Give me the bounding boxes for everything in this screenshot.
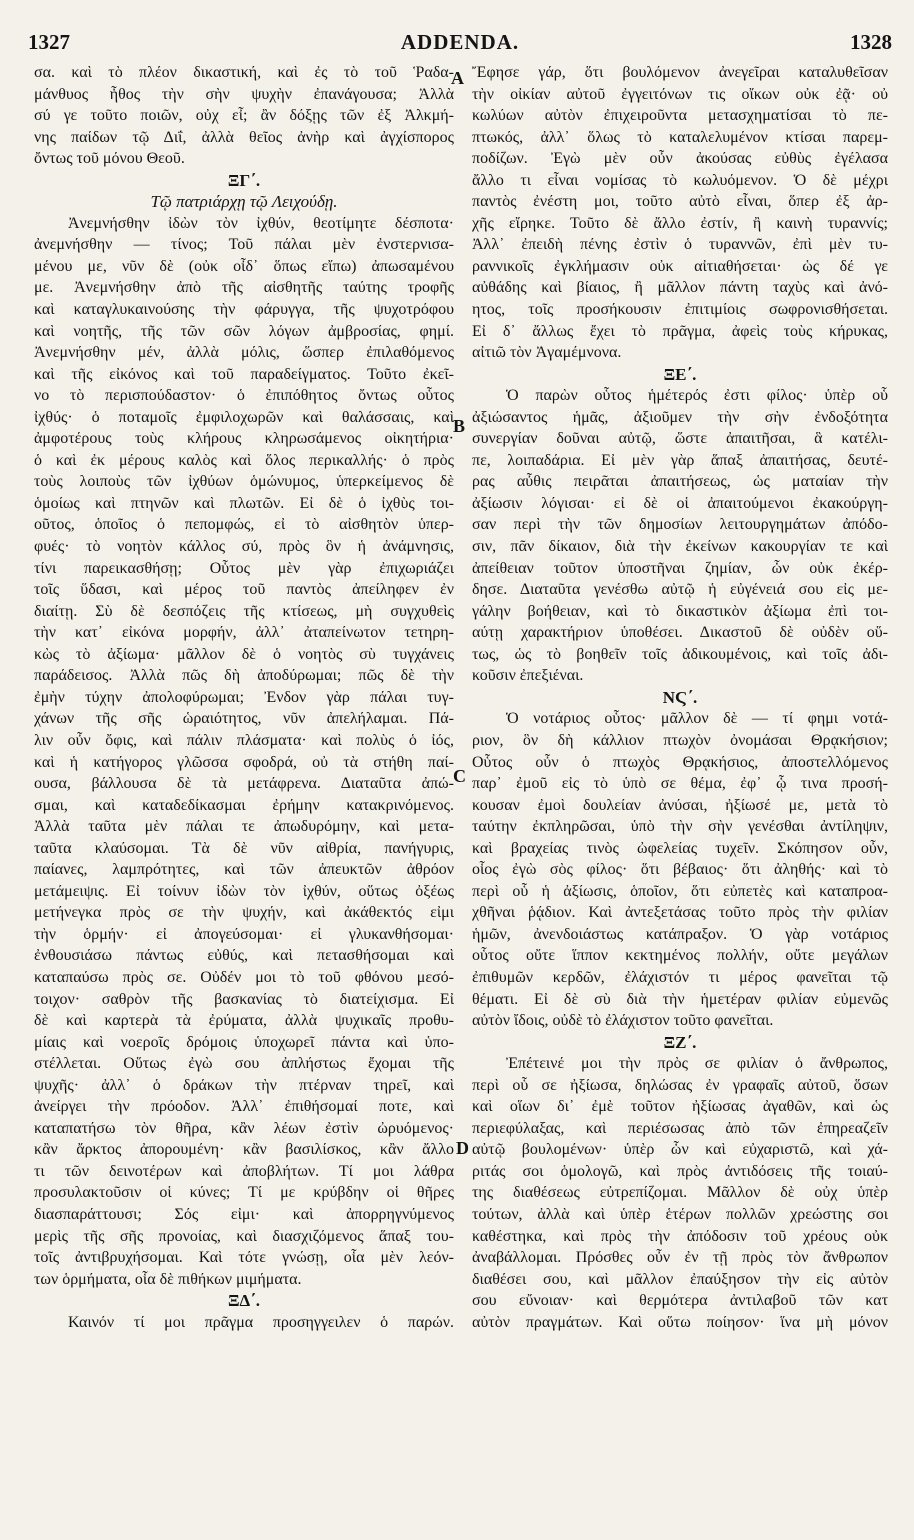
right-column-line: Ἐπέτεινέ μοι τὴν πρὸς σε φιλίαν ὁ ἄνθρωπος,: [506, 1055, 888, 1073]
left-column-line: μίαις καὶ νοεροῖς δρόμοις ὑποχωρεῖ πάντα καὶ ὑπο-: [34, 1033, 454, 1051]
right-column-line: ταύτην ἐκπληρῶσαι, ὑπὸ τὴν σὴν γενέσθαι ἀντίληψιν,: [472, 818, 888, 836]
right-column-section-heading: ΞΖ΄.: [663, 1032, 697, 1052]
left-column-line: τὴν ὁρμήν· εἰ ἀπογεύσομαι· εἰ γλυκανθήσομαι·: [34, 925, 454, 943]
left-column-line: τίνι παρεικασθήσῃ; Οὗτος μὲν γὰρ ἐπιχωριάζει: [34, 559, 454, 577]
left-column-line: καταπατήσω τὸν θῆρα, κἂν λέων ἐστὶν ὠρυόμενος·: [34, 1119, 454, 1137]
right-column-line: αὐτὸν ἴδοις, οὐδὲ τὸ ἐλάχιστον τοῦτο φανεῖται.: [472, 1012, 774, 1030]
right-column-line: ἀπείθειαν τοῦτον ὑποστῆναι ζημίαν, ὧν οὐκ ἐκέρ-: [472, 559, 888, 577]
right-column-line: ητος, τοῖς προσήκουσιν ἐπιτιμίοις σωφρονισθήσεται.: [472, 301, 888, 319]
right-column-line: ριον, ὃν δὴ κάλλιον πτωχὸν ὀνομάσαι Θρᾳκήσιον;: [472, 731, 888, 749]
right-column-line: ἀναβάλλομαι. Πρόσθες οὖν ἐν τῇ πρὸς τὸν ἄνθρωπον: [472, 1249, 888, 1267]
right-column-line: χθῆναι ῥᾴδιον. Καὶ ἀντεξετάσας τοῦτο πρὸς τὴν φιλίαν: [472, 904, 888, 922]
right-column-line: Οὗτος οὖν ὁ πτωχὸς Θρᾳκήσιος, ἀποστελλόμενος: [472, 753, 888, 771]
left-column-line: νο τὸ περισπούδαστον· ὁ ἐπιπόθητος ὄντως οὗτος: [34, 387, 454, 405]
right-column-line: διαθέσει σου, καὶ μᾶλλον ἐπαύξησον τὴν εἰς αὐτὸν: [472, 1270, 888, 1288]
right-column-line: αὐτῷ βουλομένων· ὑπὲρ ὧν καὶ εὐχαριστῶ, καὶ χά-: [472, 1141, 888, 1159]
right-column-line: ποδίζων. Ἐγὼ μὲν οὖν ἀκούσας εὐθὺς ἐγέλασα: [472, 150, 888, 168]
left-column-line: σμαι, καὶ καταδεδίκασμαι ἐρήμην κατακρινόμενος.: [34, 796, 454, 814]
page-header: [28, 30, 892, 60]
page-number-left: 1327: [28, 30, 70, 54]
left-column-section-subtitle: Τῷ πατριάρχῃ τῷ Λειχούδῃ.: [150, 192, 338, 212]
right-column-line: ριτάς σοι ὁμολογῶ, καὶ πρὸς ἀντιδόσεις τῆς τοιαύ-: [472, 1162, 888, 1180]
left-column-line: τοῖς ἀντιβρυχήσομαι. Καὶ τότε γνώσῃ, οἷα μὲν λεόν-: [34, 1249, 454, 1267]
left-column-line: μένου με, νῦν δὲ (οὐκ οἶδ᾽ ὅπως εἴπω) ἀπωσαμένου: [34, 257, 454, 275]
right-column-line: συνεργίαν δοῦναι αὐτῷ, ὥστε ἀπαιτῆσαι, ἃ κατέλι-: [472, 430, 888, 448]
left-column-line: ὁμοίως καὶ πτηνῶν καὶ πλωτῶν. Εἰ δὲ ὁ ἰχθὺς τοι-: [34, 494, 454, 512]
left-column-line: ὁ καὶ ἐκ μέρους καλὸς καὶ ὅλος περικαλλής· ὁ πρὸς: [34, 451, 454, 469]
left-column-line: ἀνεμνήσθην — τίνος; Τοῦ πάλαι μὲν ἐνστερνισα-: [34, 236, 454, 254]
left-column-line: νης παίδων τῷ Διΐ, ἀλλὰ θεῖος ἀνὴρ καὶ ἀγχίσπορος: [34, 128, 454, 146]
right-column-line: ἐπιθυμῶν κερδῶν, ἐλάχιστόν τι μέρος φανεῖται τῷ: [472, 968, 888, 986]
right-column-line: γάλην βοήθειαν, καὶ τὸ δικαστικὸν ἀξίωμα ἐπὶ τοι-: [472, 602, 888, 620]
right-column-line: τούτων, ἀλλὰ καὶ ὑπὲρ ἑτέρων πολλῶν χρεώστης σοι: [472, 1205, 888, 1223]
right-column-line: ραννικοῖς ἐγκλήμασιν οὐκ αἰτιαθήσεται· ὡς δέ γε: [472, 257, 888, 275]
left-column-line: καὶ ἡ κατήγορος γλῶσσα σφοδρά, οὐ τὰ στήθη παί-: [34, 753, 454, 771]
left-column-line: χάνων τῆς σῆς ὡραιότητος, νῦν ἀπελήλαμαι. Πά-: [34, 710, 454, 728]
left-column-line: τὴν κατ᾽ εἰκόνα μορφήν, ἀλλ᾽ ἀταπείνωτον τετηρη-: [34, 624, 454, 642]
left-column-line: ἐμὴν τύχην ἀπολοφύρωμαι; Ἐνδον γὰρ πάλαι τυγ-: [34, 688, 454, 706]
right-column-line: ρας αὖθις πειρᾶται ἀπαιτήσεως, ὡς ματαίαν τὴν: [472, 473, 888, 491]
left-column-line: με. Ἀνεμνήσθην ἀπὸ τῆς αἰσθητῆς ταύτης τροφῆς: [34, 279, 454, 297]
left-column-line: καταπαύσω πρὸς σε. Οὐδέν μοι τὸ τοῦ φθόνου μεσό-: [34, 968, 454, 986]
right-column-line: ἀξιώσαντος ἡμᾶς, ἀξιοῦμεν τὴν σὴν ἐνδοξότητα: [472, 408, 888, 426]
left-column-line: ἀμφοτέρους τοὺς κλήρους κληρωσάμενος οἰκητήρια·: [34, 430, 454, 448]
right-column-line: περὶ οὗ ἡ ἀξίωσις, ὁποῖον, ὅτι εὐπετὲς καὶ καταπροα-: [472, 882, 888, 900]
running-title: ADDENDA.: [400, 30, 520, 54]
left-column-line: τοιχον· σαθρὸν τῆς βασκανίας τὸ διατείχισμα. Εἰ: [34, 990, 454, 1008]
left-column-line: διαίτῃ. Σὺ δὲ δεσπόζεις τῆς κτίσεως, μὴ συγχυθεὶς: [34, 602, 454, 620]
left-column-line: καὶ τῆς εἰκόνος καὶ τοῦ παραδείγματος. Τοῦτο ἐκεῖ-: [34, 365, 454, 383]
left-column-line: κἂν ἄρκτος ἀπορουμένη· κἂν βασιλίσκος, κἂν ἄλλο: [34, 1141, 454, 1159]
right-column-line: θέματι. Εἰ δὲ σὺ διὰ τὴν ἡμετέραν φιλίαν εὐμενῶς: [472, 990, 888, 1008]
left-column-line: Ἀνεμνήσθην ἰδὼν τὸν ἰχθύν, θεοτίμητε δέσποτα·: [68, 214, 454, 232]
left-column-line: μερὶς τῆς σῆς προνοίας, καὶ διασχιζόμενος ἅπαξ του-: [34, 1227, 454, 1245]
right-column-line: Ἔφησε γάρ, ὅτι βουλόμενον ἀνεγεῖραι καταλυθεῖσαν: [472, 64, 888, 81]
right-column-line: σαν περὶ τὴν τῶν δημοσίων λειτουργημάτων ἀπόδο-: [472, 516, 888, 534]
right-column: [472, 62, 888, 1480]
left-column-line: μάνθυος ἦθος τὴν σὴν ψυχὴν ἐπανάγουσα; Ἀλλὰ: [34, 85, 454, 103]
right-column-line: αὐτὸν πραγμάτων. Καὶ οὕτω ποίησον· ἵνα μὴ μόνον: [472, 1313, 888, 1331]
margin-mark-d: D: [456, 1138, 469, 1158]
left-column-line: Ἀνεμνήσθην μέν, ἀλλὰ μόλις, ὥσπερ ἐπιλαθόμενος: [34, 344, 454, 362]
right-column-section-heading: ΝϚ΄.: [662, 687, 698, 707]
left-column-line: δὲ καὶ καρτερὰ τὰ ἐρύματα, ἀλλὰ ψυχικαῖς προθυ-: [34, 1012, 454, 1030]
right-column-line: Ἀλλ᾽ ἐπειδὴ πένης ἐστὶν ὁ τυραννῶν, ἐπὶ μὲν τυ-: [472, 236, 888, 254]
right-column-line: πε, λοιπαδάρια. Εἰ μὲν γὰρ ἅπαξ ἀπαιτήσας, δευτέ-: [472, 451, 888, 469]
left-column-line: καὶ καταγλυκαινούσης τὴν φάρυγγα, τῆς ψυχοτρόφου: [34, 301, 454, 319]
left-column-line: καὶ νοητῆς, τῆς τῶν σῶν λόγων ἀμβροσίας, φημί.: [34, 322, 454, 340]
left-column-line: τοῖς ὕδασι, καὶ μέρος τοῦ παντὸς ἀπείληφεν ἐν: [34, 581, 454, 599]
left-column-line: παράδεισος. Ἀλλὰ πῶς δὴ ἀποδύρωμαι; πῶς δὲ τὴν: [34, 667, 454, 685]
left-column-line: μετάμειψις. Εἰ τοίνυν ἰδὼν τὸν ἰχθύν, οὕτως ὀξέως: [34, 882, 454, 900]
right-column-line: Ὁ νοτάριος οὗτος· μᾶλλον δὲ — τί φημι νοτά-: [506, 710, 888, 728]
margin-mark-b: B: [453, 416, 466, 436]
left-column-section-heading: ΞΓ΄.: [227, 170, 261, 190]
right-column-line: παρ᾽ ἐμοῦ εἰς τὸ ὑπὸ σε θέμα, ἐφ᾽ ᾧ τινα προσή-: [472, 775, 888, 793]
left-column-line: παίανες, λαμπρότητες, καὶ τῶν ἀπευκτῶν ἀθρόον: [34, 861, 454, 879]
left-column-line: ψυχῆς· ἀλλ᾽ ὁ δράκων τὴν πτέρναν τηρεῖ, καὶ: [34, 1076, 454, 1094]
left-column-line: σύ γε τοῦτο ποιῶν, οὐχ εἶ; ἂν δόξῃς τῶν ἐξ Ἀλκμή-: [34, 107, 454, 125]
right-column-line: αἰτιῶ τὸν Ἀγαμέμνονα.: [472, 344, 622, 362]
right-column-line: οὗτος οὔτε ἵππον κεκτημένος πολλήν, οὔτε μεγάλων: [472, 947, 888, 965]
left-column-line: ουσα, βάλλουσα δὲ τὰ μετάφρενα. Διαταῦτα ἀπώ-: [34, 775, 454, 793]
right-column-line: αύτῃ χαρακτήριον ὑποθέσει. Δικαστοῦ δὲ οὐδὲν οὕ-: [472, 624, 888, 642]
left-column-line: φυές· τὸ νοητὸν κάλλος σύ, πρὸς ὃν ἡ ἀνάμνησις,: [34, 538, 454, 556]
right-column-line: σιν, πᾶν δίκαιον, διὰ τὴν ἐκείνων κακουργίαν τε καὶ: [472, 538, 888, 556]
left-column-line: κὼς τὸ ἀξίωμα· μᾶλλον δὲ ὁ νοητὸς σὺ τυγχάνεις: [34, 645, 454, 663]
right-column-line: της διαθέσεως εὐτρεπίζομαι. Μᾶλλον δὲ οὐχ ὑπὲρ: [472, 1184, 888, 1202]
left-column-section-heading: ΞΔ΄.: [227, 1291, 261, 1311]
right-column-line: Εἰ δ᾽ ἄλλως ἔχει τὸ πρᾶγμα, ἀφεὶς τοὺς κήρυκας,: [472, 322, 888, 340]
left-column-line: ἐνθουσιάσω πάντως εὐθύς, καὶ πετασθήσομαι καὶ: [34, 947, 454, 965]
left-column-line: ἀνείργει τὴν πρόοδον. Ἀλλ᾽ ἐπιθήσομαί ποτε, καὶ: [34, 1098, 454, 1116]
left-column-line: ὄντως τοῦ μόνου Θεοῦ.: [34, 150, 185, 168]
left-column-line: οῦτος, ὁποῖος ὁ πεπομφώς, εἰ τὸ αἰσθητὸν ὑπερ-: [34, 516, 454, 534]
right-column-line: κουσαν ἐμοὶ δουλείαν ἀνύσαι, ἠξίωσέ με, μετὰ τὸ: [472, 796, 888, 814]
margin-mark-a: A: [451, 68, 464, 88]
left-column-line: ἰχθύς· ὁ ποταμοῖς ἐμφιλοχωρῶν καὶ θαλάσσαις, καὶ: [34, 408, 454, 426]
right-column-line: κοῦσιν ἐπεξιέναι.: [472, 667, 584, 685]
right-column-line: τὴν οἰκίαν αὐτοῦ ἐγγειτόνων τις οἴκων οὐκ ἐᾷ· οὐ: [472, 85, 888, 103]
left-column-line: προσυλακτοῦσιν οἱ κύνες; Τί με κρύβδην οἱ θῆρες: [34, 1184, 454, 1202]
left-column-line: Ἀλλὰ ταῦτα μὲν πάλαι τε ἀπωδυρόμην, καὶ μετα-: [34, 818, 454, 836]
left-column: [34, 62, 454, 1480]
left-column-line: τι τῶν δεινοτέρων καὶ ἀποβλήτων. Τί μοι λάθρα: [34, 1162, 454, 1180]
right-column-line: δησε. Διαταῦτα γενέσθω αὐτῷ ἡ εὐγένειά σου εἰς με-: [472, 581, 888, 599]
left-column-line: στέλλεται. Οὕτως ἐγὼ σου ἀπλήστως ἔχομαι τῆς: [34, 1055, 454, 1073]
right-column-line: περιεφύλαξας, καὶ περιέσωσας ἀπὸ τῶν ἐπηρεαζεῖν: [472, 1119, 888, 1137]
left-column-line: ταῦτα κλαύσομαι. Τὰ δὲ νῦν αἰθρία, πανήγυρις,: [34, 839, 454, 857]
left-column-line: Καινόν τί μοι πρᾶγμα προσηγγειλεν ὁ παρών.: [68, 1313, 454, 1331]
right-column-line: σου εὔνοιαν· καὶ θερμότερα ἀντιλαβοῦ τῶν κατ: [472, 1292, 888, 1310]
left-column-line: τοὺς λοιποὺς τῶν ἰχθύων ὁμώνυμος, ὑπερκείμενος δὲ: [34, 473, 454, 491]
right-column-line: χῆς εἴρηκε. Τοῦτο δὲ ἄλλο ἐστίν, ἢ καινὴ τυραννίς;: [472, 214, 888, 232]
right-column-line: Ὁ παρὼν οὗτος ἡμέτερός ἐστι φίλος· ὑπὲρ οὗ: [506, 387, 888, 405]
right-column-section-heading: ΞΕ΄.: [663, 364, 697, 384]
right-column-line: καὶ βραχείας τινὸς ὠφελείας τυχεῖν. Σκόπησον οὖν,: [472, 839, 888, 857]
right-column-line: παντὸς ἐνέστη μοι, τοῦτο αὐτὸ εἶναι, ὅπερ ἐξ ἀρ-: [472, 193, 888, 211]
right-column-line: καθέστηκα, καὶ πρὸς τὴν ἀπόδοσιν τοῦ χρέους οὐκ: [472, 1227, 888, 1245]
left-column-line: των ὁρμήματα, οἷα δὲ πιθήκων μιμήματα.: [34, 1270, 302, 1288]
right-column-line: ἄλλο τι εἶναι νομίσας τὸ κωλυόμενον. Ὁ δὲ μέχρι: [472, 171, 888, 189]
right-column-line: ἡμῶν, ἀνενδοιάστως κατάπραξον. Ὁ γὰρ νοτάριος: [472, 925, 888, 943]
right-column-line: αὐθάδης καὶ βίαιος, ἢ μᾶλλον πάντη ταχὺς καὶ ἀνό-: [472, 279, 888, 297]
left-column-line: μετήνεγκα πρὸς σε τὴν ψυχήν, καὶ ἀκάθεκτός εἰμι: [34, 904, 454, 922]
left-column-line: διασπαράττουσι; Σός εἰμι· καὶ ἀπορρηγνύμενος: [34, 1205, 454, 1223]
right-column-line: ἀξίωσιν λόγισαι· εἰ δὲ οἱ ἀπαιτούμενοι ἐκακούργη-: [472, 494, 888, 512]
margin-mark-c: C: [453, 766, 466, 786]
left-column-line: σα. καὶ τὸ πλέον δικαστική, καὶ ἐς τὸ τοῦ Ῥαδα-: [34, 64, 454, 81]
right-column-line: τως, ὡς τὸ βοηθεῖν τοῖς ἀδικουμένοις, καὶ τοῖς ἀδι-: [472, 645, 888, 663]
right-column-line: περὶ οὗ σε ἠξίωσα, δηλώσας ἐν γραφαῖς αὐτοῦ, ὅσων: [472, 1076, 888, 1094]
right-column-line: κωλύων αὐτὸν ἐπιχειροῦντα μετασχηματίσαι τὸ πε-: [472, 107, 888, 125]
right-column-line: οἷος ἐγὼ σὸς φίλος· ὅτι βέβαιος· ὅτι ἀληθής· καὶ τὸ: [472, 861, 888, 879]
right-column-line: καὶ οἵων δι᾽ ἐμὲ τοῦτον ἠξίωσας ἀγαθῶν, καὶ ὡς: [472, 1098, 888, 1116]
left-column-line: λιν οὖν ὄφις, καὶ πάλιν πλάσματα· καὶ πολὺς ὁ ἰός,: [34, 731, 454, 749]
right-column-line: πτωκός, ἀλλ᾽ ὅλως τὸ καταλελυμένον κτίσαι παρεμ-: [472, 128, 888, 146]
page-number-right: 1328: [850, 30, 892, 54]
